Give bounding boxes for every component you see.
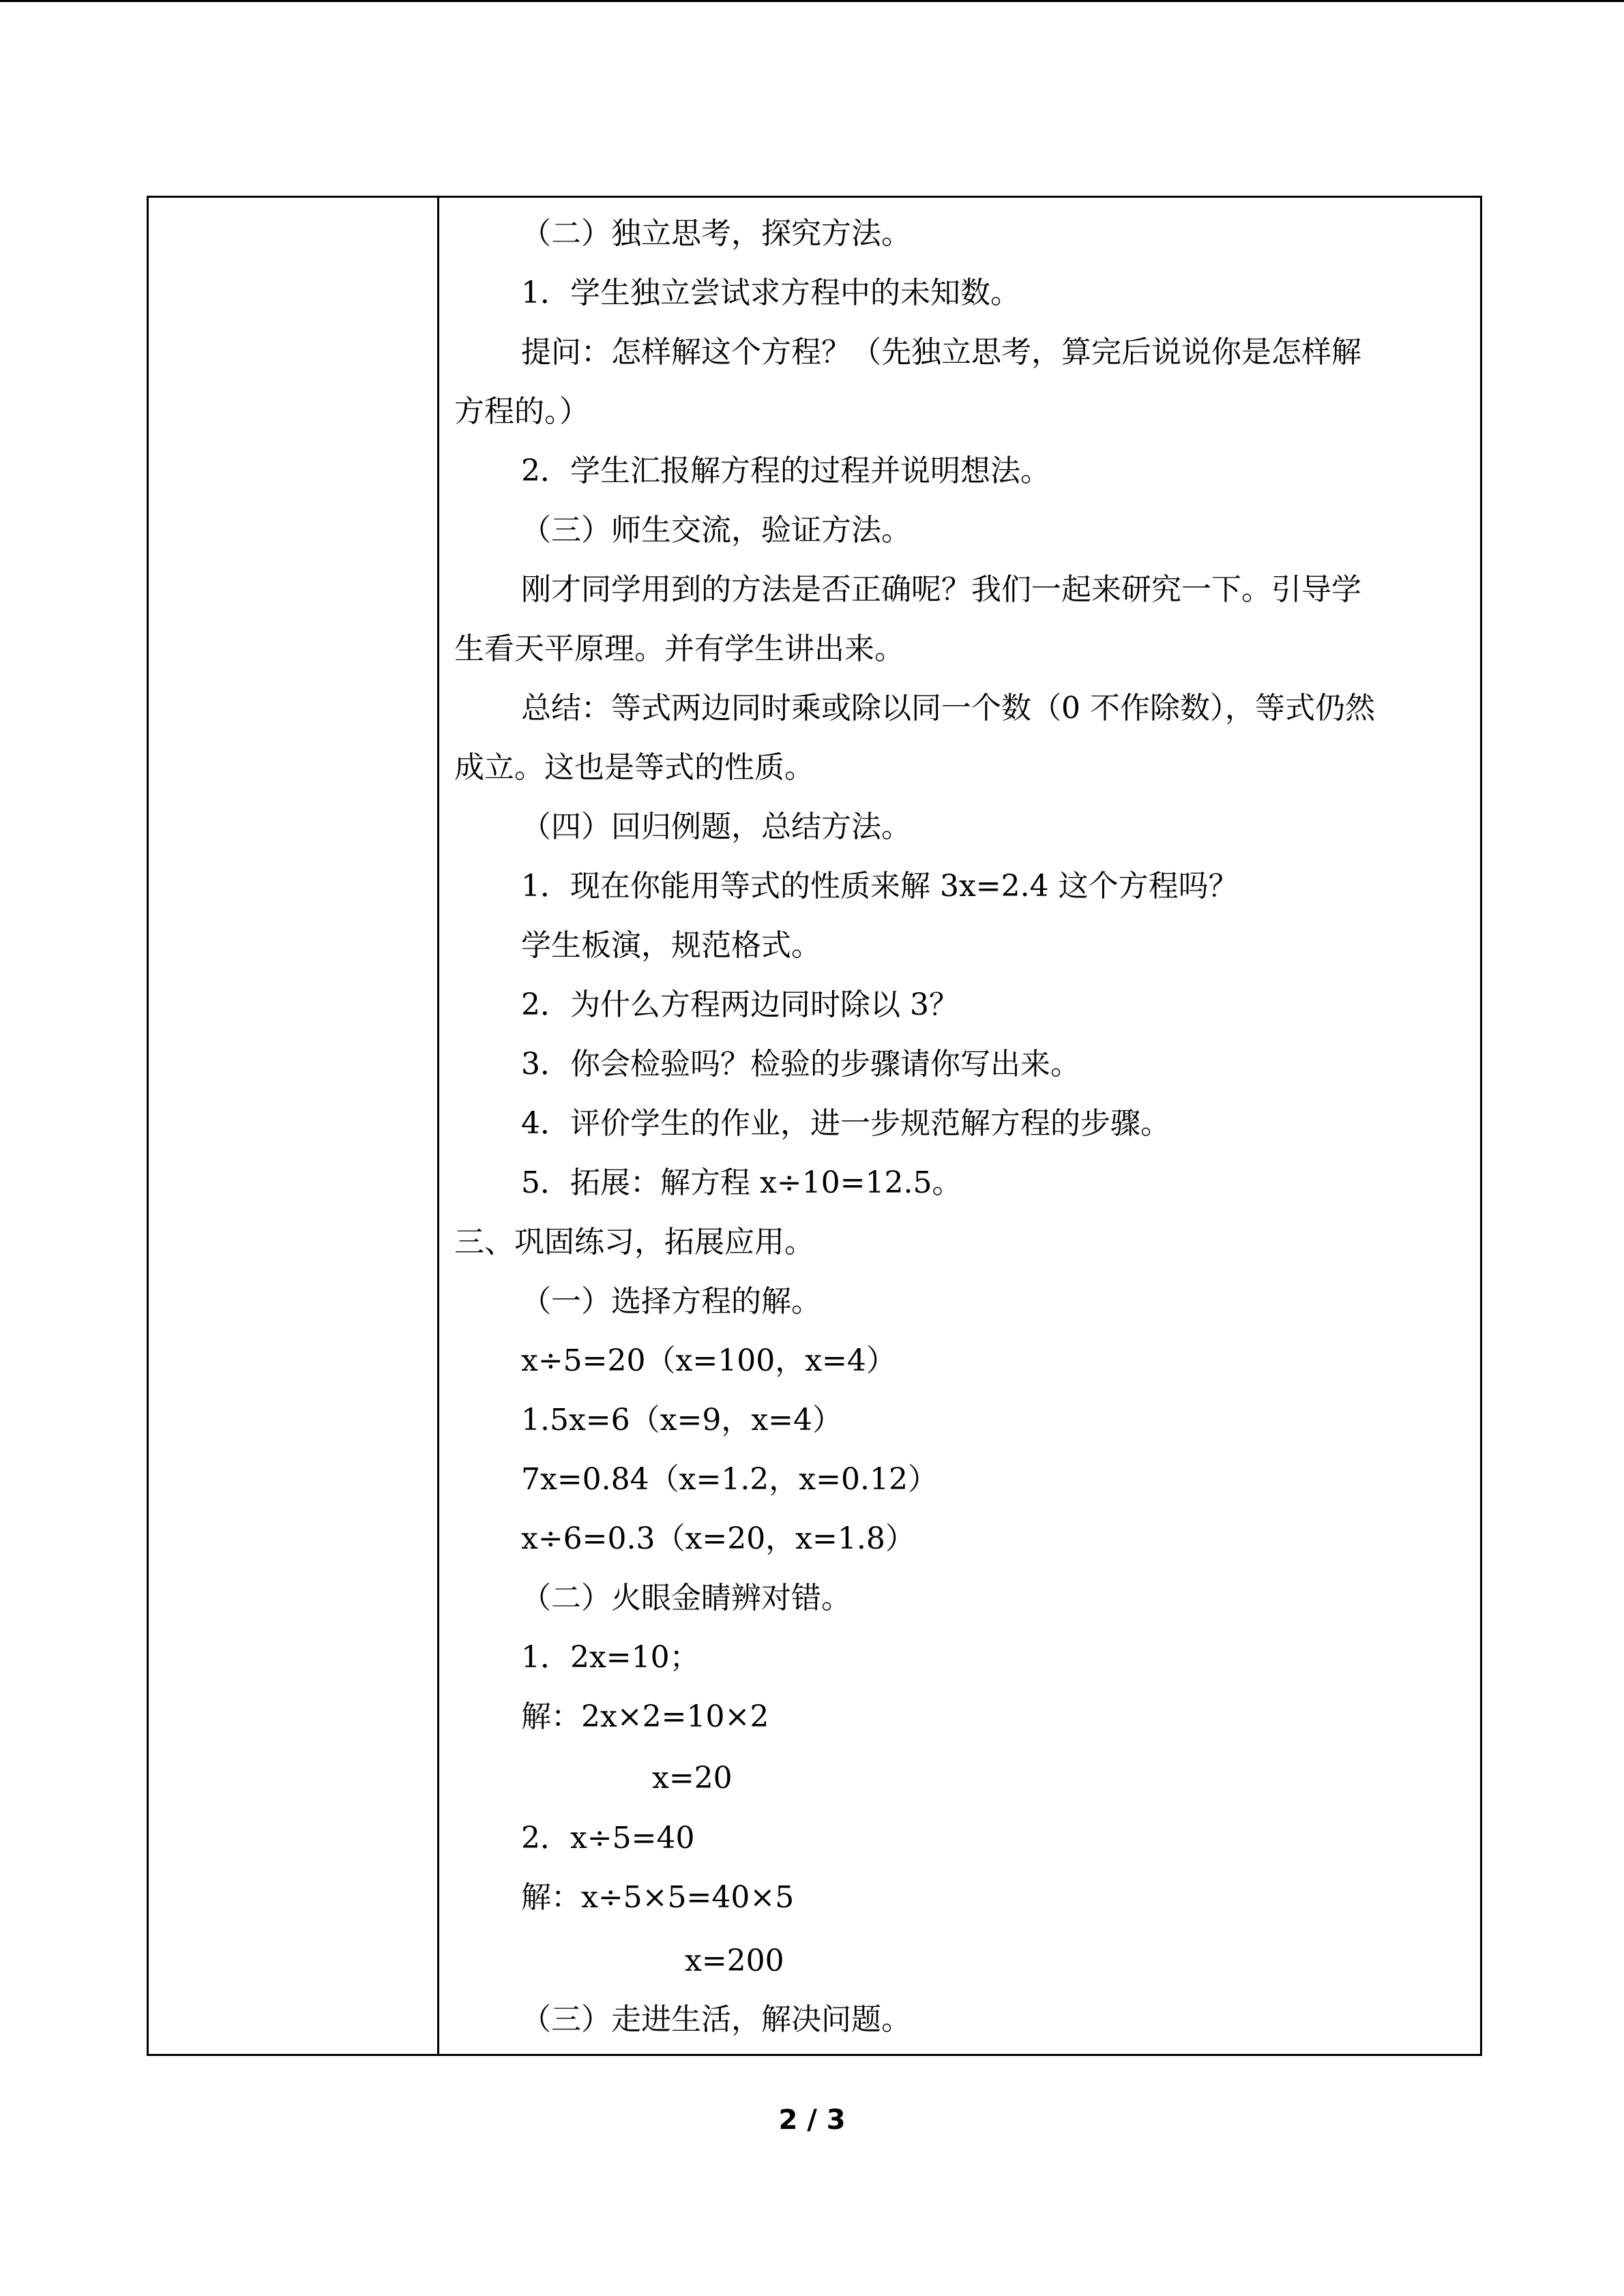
step-line: 1．学生独立尝试求方程中的未知数。: [521, 275, 1020, 310]
solution-line: 解：2x×2=10×2: [521, 1699, 769, 1734]
column-divider: [437, 198, 439, 2054]
main-section-heading: 三、巩固练习，拓展应用。: [454, 1225, 814, 1259]
step-line: 2．为什么方程两边同时除以 3？: [521, 987, 959, 1022]
sub-section-heading: （二）火眼金睛辨对错。: [521, 1581, 851, 1615]
equation-line: 7x=0.84（x=1.2，x=0.12）: [521, 1462, 938, 1497]
paragraph-line-cont: 生看天平原理。并有学生讲出来。: [454, 631, 904, 666]
section-heading-4: （四）回归例题，总结方法。: [521, 809, 911, 844]
equation-line: x÷5=20（x=100，x=4）: [521, 1343, 896, 1378]
solution-line: 解：x÷5×5=40×5: [521, 1880, 795, 1915]
step-line: 3．你会检验吗？检验的步骤请你写出来。: [521, 1047, 1080, 1082]
section-heading-2: （二）独立思考，探究方法。: [521, 216, 911, 251]
paragraph-line: 刚才同学用到的方法是否正确呢？我们一起来研究一下。引导学: [521, 572, 1361, 607]
lesson-table: [147, 196, 1482, 2056]
sub-section-heading: （三）走进生活，解决问题。: [521, 2002, 911, 2037]
page-number: 2 / 3: [778, 2104, 846, 2136]
section-heading-3: （三）师生交流，验证方法。: [521, 513, 911, 548]
left-empty-cell: [149, 198, 437, 2054]
step-line: 5．拓展：解方程 x÷10=12.5。: [521, 1165, 962, 1200]
equation-line: 1.5x=6（x=9，x=4）: [521, 1403, 843, 1437]
solution-result: x=200: [685, 1943, 784, 1978]
equation-line: 1．2x=10；: [521, 1640, 700, 1675]
step-line: 1．现在你能用等式的性质来解 3x=2.4 这个方程吗？: [521, 869, 1239, 904]
equation-line: x÷6=0.3（x=20，x=1.8）: [521, 1521, 915, 1556]
summary-line: 总结：等式两边同时乘或除以同一个数（0 不作除数），等式仍然: [521, 691, 1375, 726]
solution-result: x=20: [652, 1761, 733, 1795]
top-border-line: [0, 0, 1624, 2]
step-line: 4．评价学生的作业，进一步规范解方程的步骤。: [521, 1106, 1170, 1141]
step-line: 2．学生汇报解方程的过程并说明想法。: [521, 453, 1050, 488]
summary-line-cont: 成立。这也是等式的性质。: [454, 750, 814, 785]
equation-line: 2．x÷5=40: [521, 1821, 695, 1855]
paragraph-line: 学生板演，规范格式。: [521, 928, 821, 963]
question-line-cont: 方程的。）: [454, 394, 589, 429]
sub-section-heading: （一）选择方程的解。: [521, 1284, 821, 1319]
question-line: 提问：怎样解这个方程？（先独立思考，算完后说说你是怎样解: [521, 335, 1361, 370]
